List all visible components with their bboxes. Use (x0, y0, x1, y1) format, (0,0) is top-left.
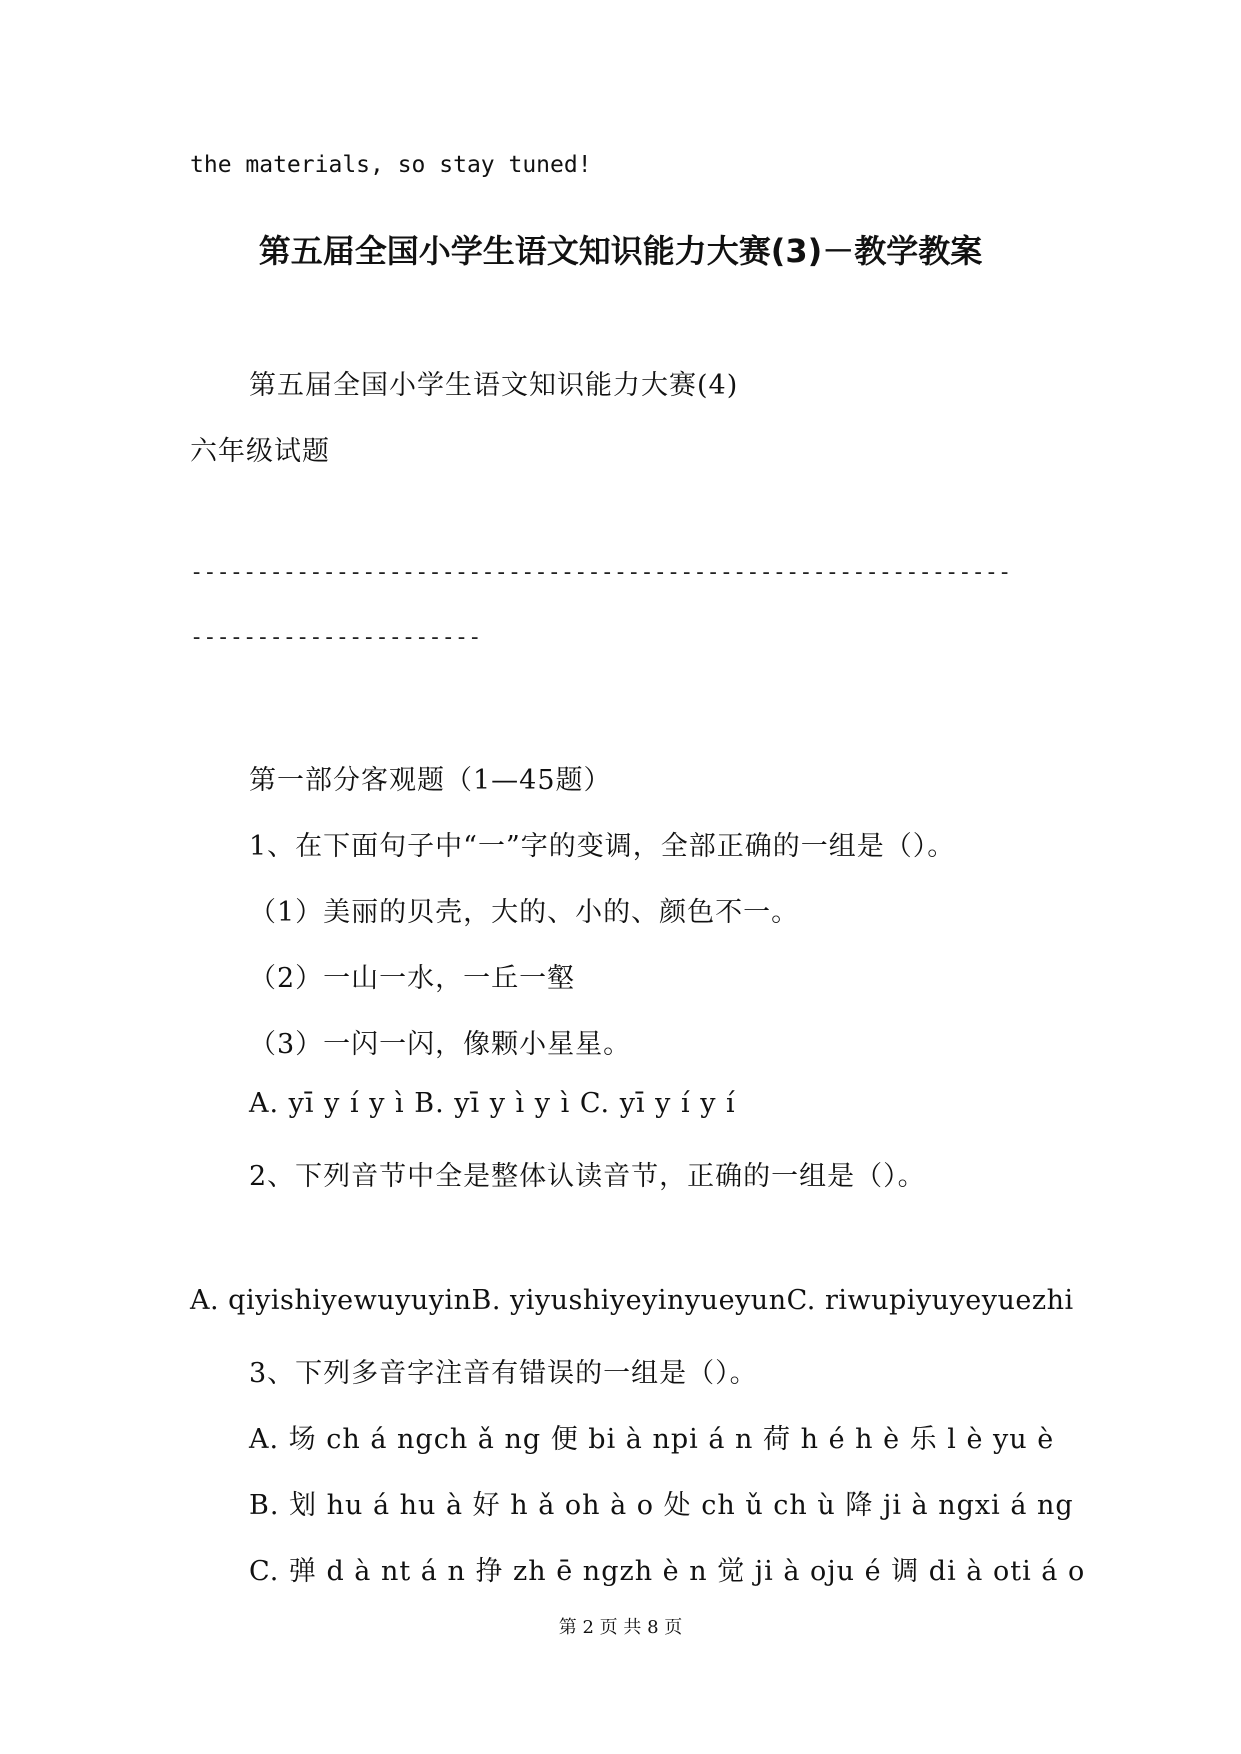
question-2-options: A. qiyishiyewuyuyinB. yiyushiyeyinyueyunC. riwupiyuyeyuezhi (190, 1285, 1074, 1316)
question-1-sentence-1: （1）美丽的贝壳，大的、小的、颜色不一。 (249, 897, 800, 928)
question-2: 2、下列音节中全是整体认读音节，正确的一组是（）。 (249, 1161, 926, 1192)
document-title: 第五届全国小学生语文知识能力大赛(3)－教学教案 (258, 232, 983, 270)
page-footer: 第 2 页 共 8 页 (558, 1617, 683, 1638)
question-3-option-a: A. 场 ch á ngch ǎ ng 便 bi à npi á n 荷 h é h è 乐 l è yu è (249, 1424, 1055, 1455)
question-1-sentence-3: （3）一闪一闪，像颗小星星。 (249, 1029, 632, 1060)
question-3: 3、下列多音字注音有错误的一组是（）。 (249, 1358, 758, 1389)
grade-label: 六年级试题 (190, 436, 330, 467)
question-1-sentence-2: （2）一山一水，一丘一壑 (249, 963, 576, 994)
intro-tail-text: the materials, so stay tuned! (190, 152, 592, 178)
question-1: 1、在下面句子中“一”字的变调，全部正确的一组是（）。 (249, 831, 956, 862)
question-3-option-c: C. 弹 d à nt á n 挣 zh ē ngzh è n 觉 ji à oju é 调 di à oti á o (249, 1556, 1086, 1587)
divider-line-2: ---------------------- (190, 625, 482, 650)
section-heading: 第一部分客观题（1—45题） (249, 765, 612, 796)
divider-line-1: -------------------------------------------------------------- (190, 560, 1012, 585)
question-1-options: A. yī y í y ì B. yī y ì y ì C. yī y í y í (249, 1088, 736, 1119)
contest-subtitle: 第五届全国小学生语文知识能力大赛(4) (249, 370, 739, 401)
question-3-option-b: B. 划 hu á hu à 好 h ǎ oh à o 处 ch ǔ ch ù 降 ji à ngxi á ng (249, 1490, 1074, 1521)
